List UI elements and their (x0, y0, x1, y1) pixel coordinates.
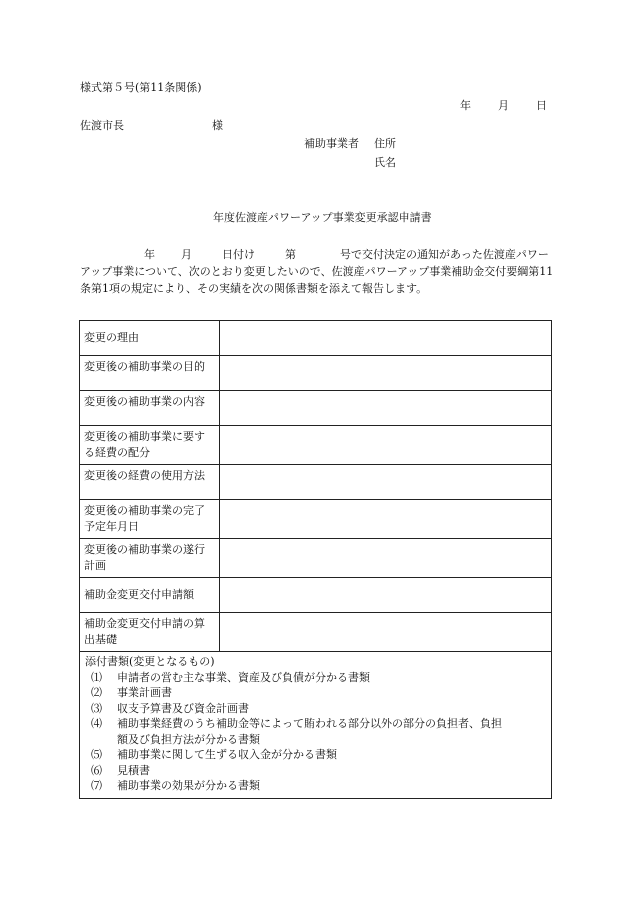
row-label: 変更後の経費の使用方法 (80, 465, 220, 500)
date-day: 日 (536, 99, 547, 112)
row-value[interactable] (220, 426, 552, 465)
attachment-item: ⑶ 収支予算書及び資金計画書 (91, 701, 249, 715)
attachments-row (80, 652, 552, 799)
table-row (80, 426, 552, 465)
row-label: 変更後の補助事業の遂行計画 (80, 539, 220, 578)
attachment-item: ⑵ 事業計画書 (91, 686, 172, 699)
body-month: 月 (181, 248, 192, 261)
date-line (460, 99, 547, 113)
row-label: 変更の理由 (80, 321, 220, 356)
attachment-item: ⑹ 見積書 (91, 763, 150, 777)
row-label: 変更後の補助事業の内容 (80, 391, 220, 426)
body-year: 年 (144, 248, 155, 261)
date-year: 年 (460, 99, 471, 112)
row-value[interactable] (220, 613, 552, 652)
row-value[interactable] (220, 356, 552, 391)
applicant-label: 補助事業者 (304, 137, 359, 150)
row-label: 補助金変更交付申請の算出基礎 (80, 613, 220, 652)
address-label: 住所 (374, 137, 396, 150)
attachment-item: ⑸ 補助事業に関して生ずる収入金が分かる書類 (91, 748, 337, 761)
form-number: 様式第５号(第11条関係) (80, 81, 202, 94)
application-table (79, 320, 552, 799)
row-value[interactable] (220, 500, 552, 539)
attachment-item: ⑴ 申請者の営む主な事業、資産及び負債が分かる書類 (91, 670, 370, 684)
body-number-prefix: 第 (285, 248, 296, 261)
table-row (80, 578, 552, 613)
row-label: 変更後の補助事業に要する経費の配分 (80, 426, 220, 465)
table-row (80, 356, 552, 391)
body-text: 号で交付決定の通知があった佐渡産パワーアップ事業について、次のとおり変更したいので、佐渡産パワーアップ事業補助金交付要綱第11条第1項の規定により、その実績を次の関係書類を添えて報告します。 (80, 248, 554, 295)
row-label: 補助金変更交付申請額 (80, 578, 220, 613)
table-row (80, 500, 552, 539)
attachment-item: ⑺ 補助事業の効果が分かる書類 (91, 779, 260, 792)
row-value[interactable] (220, 539, 552, 578)
table-row (80, 465, 552, 500)
name-label: 氏名 (374, 156, 396, 169)
table-row (80, 391, 552, 426)
addressee-name: 佐渡市長 (80, 119, 124, 132)
body-day-dated: 日付け (222, 248, 255, 261)
addressee (80, 119, 223, 133)
row-label: 変更後の補助事業の目的 (80, 356, 220, 391)
attachment-item: ⑷ 補助事業経費のうち補助金等によって賄われる部分以外の部分の負担者、負担 額及び負担方法が分かる書類 (91, 717, 502, 746)
row-label: 変更後の補助事業の完了予定年月日 (80, 500, 220, 539)
row-value[interactable] (220, 465, 552, 500)
applicant-address-line (304, 137, 396, 151)
table-row (80, 539, 552, 578)
date-month: 月 (498, 99, 509, 112)
row-value[interactable] (220, 578, 552, 613)
attachments-cell (80, 652, 552, 799)
table-row (80, 321, 552, 356)
document-title: 年度佐渡産パワーアップ事業変更承認申請書 (213, 211, 432, 224)
table-row (80, 613, 552, 652)
body-paragraph (80, 246, 554, 297)
honorific: 様 (212, 119, 223, 132)
attachments-title: 添付書類(変更となるもの) (85, 655, 215, 668)
row-value[interactable] (220, 391, 552, 426)
row-value[interactable] (220, 321, 552, 356)
